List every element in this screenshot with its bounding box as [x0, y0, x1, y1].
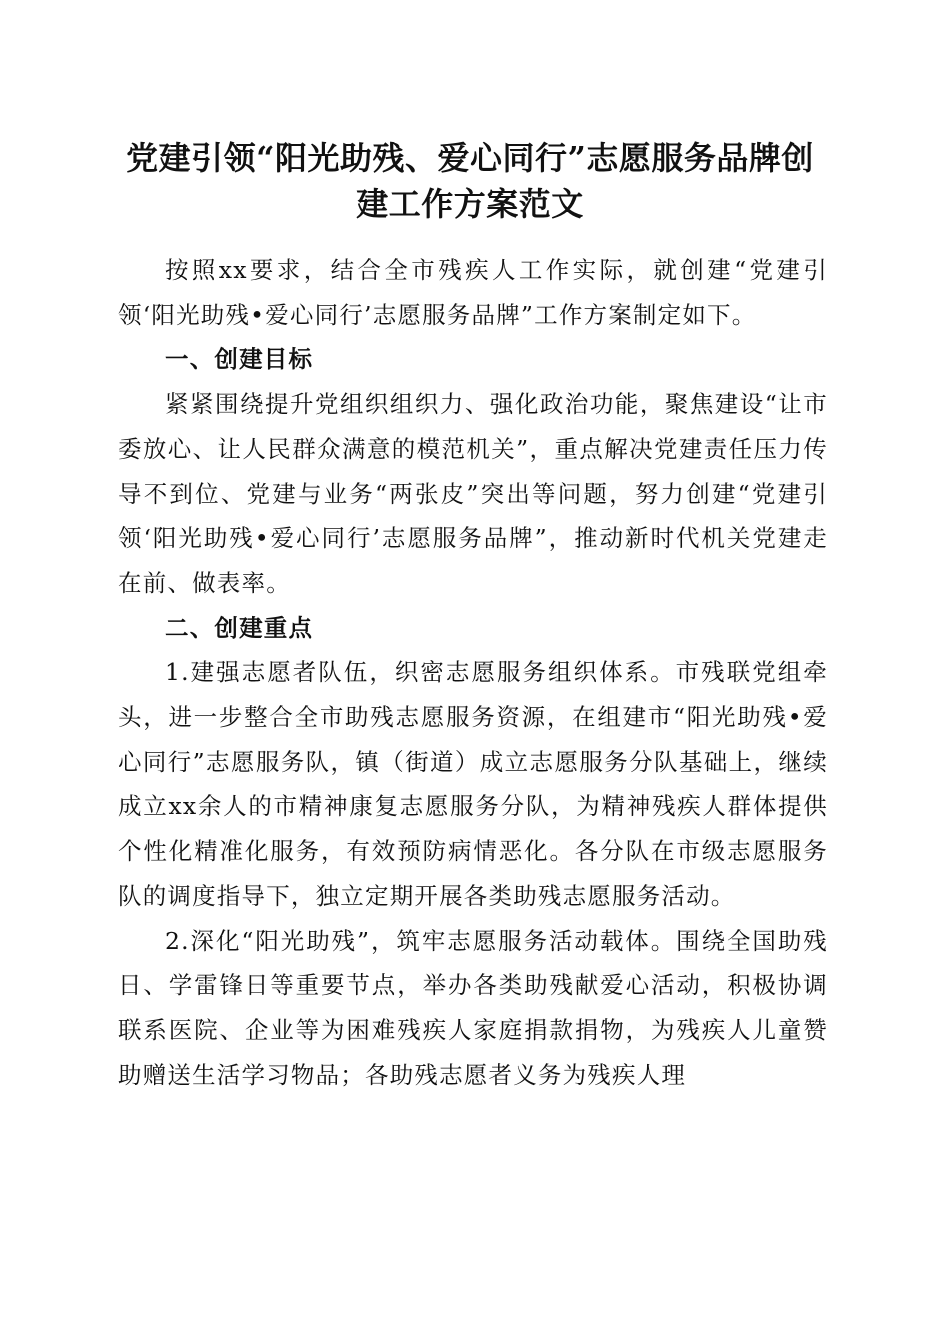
section-heading-goals: 一、创建目标: [165, 345, 314, 374]
section-heading-focus: 二、创建重点: [165, 613, 314, 642]
intro-paragraph: 按照xx要求，结合全市残疾人工作实际，就创建“党建引领‘阳光助残•爱心同行’志愿服务品牌”工作方案制定如下。: [118, 256, 828, 329]
focus-item-2: 2.深化“阳光助残”，筑牢志愿服务活动载体。围绕全国助残日、学雷锋日等重要节点，举办各类助残献爱心活动，积极协调联系医院、企业等为困难残疾人家庭捐款捐物，为残疾人儿童赞助赠送生活学习物品；各助残志愿者义务为残疾人理: [118, 926, 828, 1089]
document-title: 党建引领“阳光助残、爱心同行”志愿服务品牌创建工作方案范文: [126, 139, 814, 223]
focus-item-1: 1.建强志愿者队伍，织密志愿服务组织体系。市残联党组牵头，进一步整合全市助残志愿服务资源，在组建市“阳光助残•爱心同行”志愿服务队，镇（街道）成立志愿服务分队基础上，继续成立xx余人的市精神康复志愿服务分队，为精神残疾人群体提供个性化精准化服务，有效预防病情恶化。各分队在市级志愿服务队的调度指导下，独立定期开展各类助残志愿服务活动。: [118, 658, 828, 910]
document-body: [118, 248, 828, 1097]
goals-paragraph: 紧紧围绕提升党组织组织力、强化政治功能，聚焦建设“让市委放心、让人民群众满意的模范机关”，重点解决党建责任压力传导不到位、党建与业务“两张皮”突出等问题，努力创建“党建引领‘阳光助残•爱心同行’志愿服务品牌”，推动新时代机关党建走在前、做表率。: [118, 390, 828, 597]
